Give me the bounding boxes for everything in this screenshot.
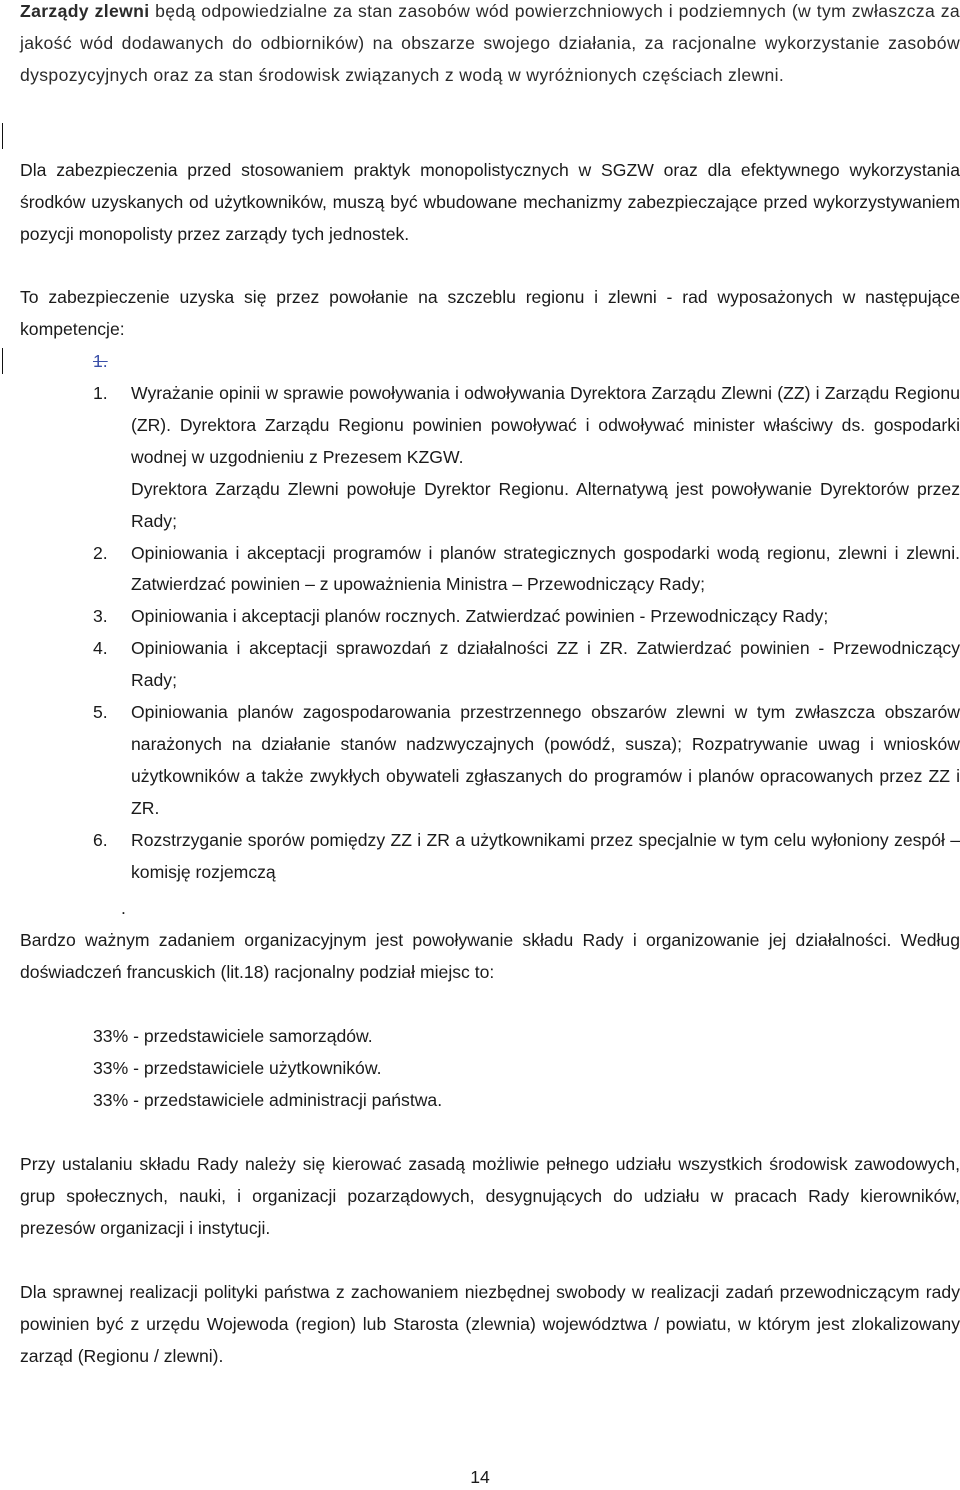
- competence-item: [20, 378, 960, 538]
- deleted-list-number: 1.: [93, 351, 108, 371]
- competence-text: Opiniowania i akceptacji planów rocznych. Zatwierdzać powinien - Przewodniczący Rady;: [131, 606, 829, 627]
- competence-number: 2.: [93, 542, 108, 563]
- chair-paragraph: Dla sprawnej realizacji polityki państwa z zachowaniem niezbędnej swobody w realizacji zadań przewodniczącym rady powinien być z urzędu Wojewoda (region) lub Starosta (zlewnia) województwa / powiatu, w którym jest zlokalizowany zarząd (Regionu / zlewni).: [20, 1282, 960, 1366]
- competence-number: 1.: [93, 383, 108, 403]
- competence-item: [20, 825, 960, 889]
- competence-text: Dyrektora Zarządu Zlewni powołuje Dyrektor Regionu. Alternatywą jest powoływanie Dyrektorów przez Rady;: [131, 478, 960, 531]
- competences-list: [20, 378, 960, 889]
- competence-text: Rozstrzyganie sporów pomiędzy ZZ i ZR a użytkownikami przez specjalnie w tym celu wyłoniony zespół – komisję rozjemczą: [131, 829, 960, 882]
- seat-share-item: 33% - przedstawiciele administracji państwa.: [93, 1089, 443, 1110]
- stray-dot: .: [121, 898, 126, 918]
- page-number: 14: [470, 1467, 490, 1487]
- competence-item: [20, 633, 960, 697]
- competence-text: Wyrażanie opinii w sprawie powoływania i odwoływania Dyrektora Zarządu Zlewni (ZZ) i Zarządu Regionu (ZR). Dyrektora Zarządu Regionu powinien powoływać i odwoływać minister właściwy ds. gospodarki wodnej w uzgodnieniu z Prezesem KZGW.: [131, 383, 960, 467]
- monopoly-paragraph: Dla zabezpieczenia przed stosowaniem praktyk monopolistycznych w SGZW oraz dla efektywnego wykorzystania środków uzyskanych od użytkowników, muszą być wbudowane mechanizmy zabezpieczające przed wykorzystywaniem pozycji monopolisty przez zarządy tych jednostek.: [20, 160, 960, 244]
- intro-bold-lead: Zarządy zlewni: [20, 1, 150, 21]
- revision-change-bar: [2, 348, 3, 374]
- competence-number: 5.: [93, 702, 108, 723]
- competence-item: [20, 538, 960, 602]
- protection-paragraph: To zabezpieczenie uzyska się przez powołanie na szczeblu regionu i zlewni - rad wyposażonych w następujące kompetencje:: [20, 287, 960, 339]
- competence-text: Opiniowania planów zagospodarowania przestrzennego obszarów zlewni w tym zwłaszcza obszarów narażonych na działanie stanów nadzwyczajnych (powódź, susza); Rozpatrywanie uwag i wniosków użytkowników a także zwykłych obywateli zgłaszanych do programów i planów opracowanych przez ZZ i ZR.: [131, 702, 960, 818]
- seat-share-item: 33% - przedstawiciele użytkowników.: [93, 1057, 382, 1078]
- competence-text: Opiniowania i akceptacji sprawozdań z działalności ZZ i ZR. Zatwierdzać powinien - Przewodniczący Rady;: [131, 638, 960, 691]
- seat-shares-list: [20, 1021, 960, 1117]
- competence-item: [20, 697, 960, 825]
- intro-text: będą odpowiedzialne za stan zasobów wód powierzchniowych i podziemnych (w tym zwłaszcza za jakość wód dodawanych do odbiorników) na obszarze swojego działania, za racjonalne wykorzystanie zasobów dyspozycyjnych oraz za stan środowisk związanych z wodą w wyróżnionych częściach zlewni.: [20, 1, 960, 85]
- competence-item: [20, 601, 960, 633]
- revision-change-bar: [2, 123, 3, 149]
- composition-paragraph: Przy ustalaniu składu Rady należy się kierować zasadą możliwie pełnego udziału wszystkich środowisk zawodowych, grup społecznych, nauki, i organizacji pozarządowych, desygnujących do udziału w pracach Rady kierowników, prezesów organizacji i instytucji.: [20, 1154, 960, 1238]
- competence-text: Opiniowania i akceptacji programów i planów strategicznych gospodarki wodą regionu, zlewni i zlewni. Zatwierdzać powinien – z upoważnienia Ministra – Przewodniczący Rady;: [131, 542, 960, 595]
- competence-number: 3.: [93, 606, 108, 627]
- deleted-list-item: [20, 346, 118, 378]
- competence-number: 4.: [93, 638, 108, 659]
- council-paragraph: Bardzo ważnym zadaniem organizacyjnym jest powoływanie składu Rady i organizowanie jej działalności. Według doświadczeń francuskich (lit.18) racjonalny podział miejsc to:: [20, 930, 960, 982]
- competence-number: 6.: [93, 829, 108, 850]
- intro-paragraph: [20, 0, 960, 92]
- seat-share-item: 33% - przedstawiciele samorządów.: [93, 1026, 373, 1046]
